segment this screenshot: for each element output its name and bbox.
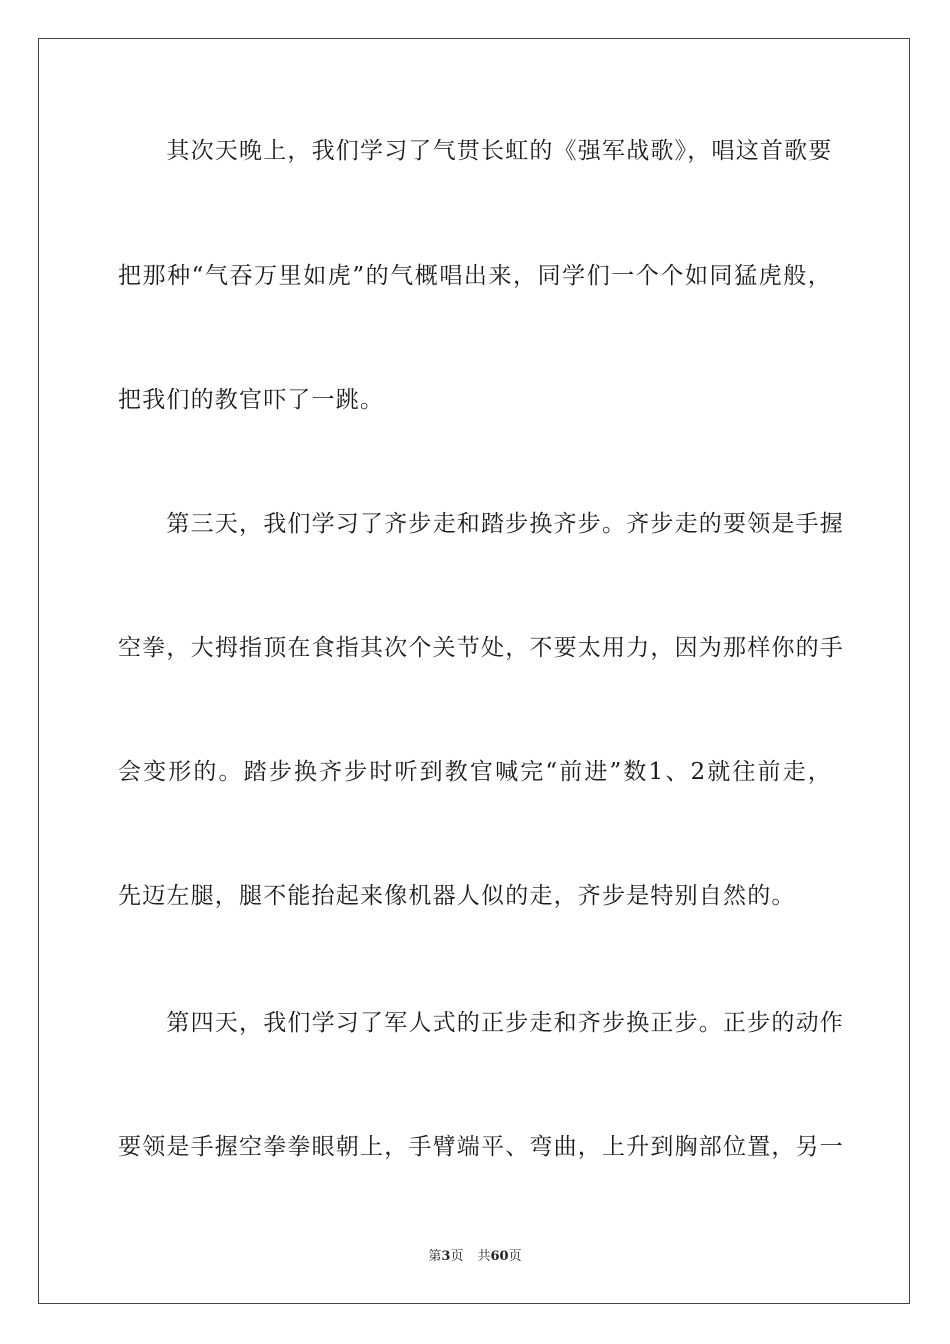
page-border xyxy=(38,38,910,1304)
paragraph-1-line-3: 把我们的教官吓了一跳。 xyxy=(118,387,385,413)
page-number: 3 xyxy=(441,1249,451,1264)
total-pages: 60 xyxy=(490,1249,509,1264)
paragraph-2-line-1: 第三天，我们学习了齐步走和踏步换齐步。齐步走的要领是手握 xyxy=(118,511,844,537)
paragraph-2-line-3: 会变形的。踏步换齐步时听到教官喊完“前进”数1、2就往前走， xyxy=(118,759,832,785)
paragraph-1-line-1: 其次天晚上，我们学习了气贯长虹的《强军战歌》，唱这首歌要 xyxy=(118,138,833,164)
paragraph-2-line-4: 先迈左腿，腿不能抬起来像机器人似的走，齐步是特别自然的。 xyxy=(118,883,796,909)
paragraph-3-line-2: 要领是手握空拳拳眼朝上，手臂端平、弯曲，上升到胸部位置，另一 xyxy=(118,1134,844,1160)
paragraph-2-line-2: 空拳，大拇指顶在食指其次个关节处，不要太用力，因为那样你的手 xyxy=(118,635,844,661)
total-pages-suffix: 页 xyxy=(508,1249,522,1264)
page-number-prefix: 第 xyxy=(428,1249,442,1264)
page-number-suffix: 页 xyxy=(450,1249,464,1264)
paragraph-1-line-2: 把那种“气吞万里如虎”的气概唱出来，同学们一个个如同猛虎般， xyxy=(118,263,832,289)
total-pages-prefix: 共 xyxy=(477,1249,491,1264)
page-footer xyxy=(0,1248,950,1266)
paragraph-3-line-1: 第四天，我们学习了军人式的正步走和齐步换正步。正步的动作 xyxy=(118,1010,844,1036)
